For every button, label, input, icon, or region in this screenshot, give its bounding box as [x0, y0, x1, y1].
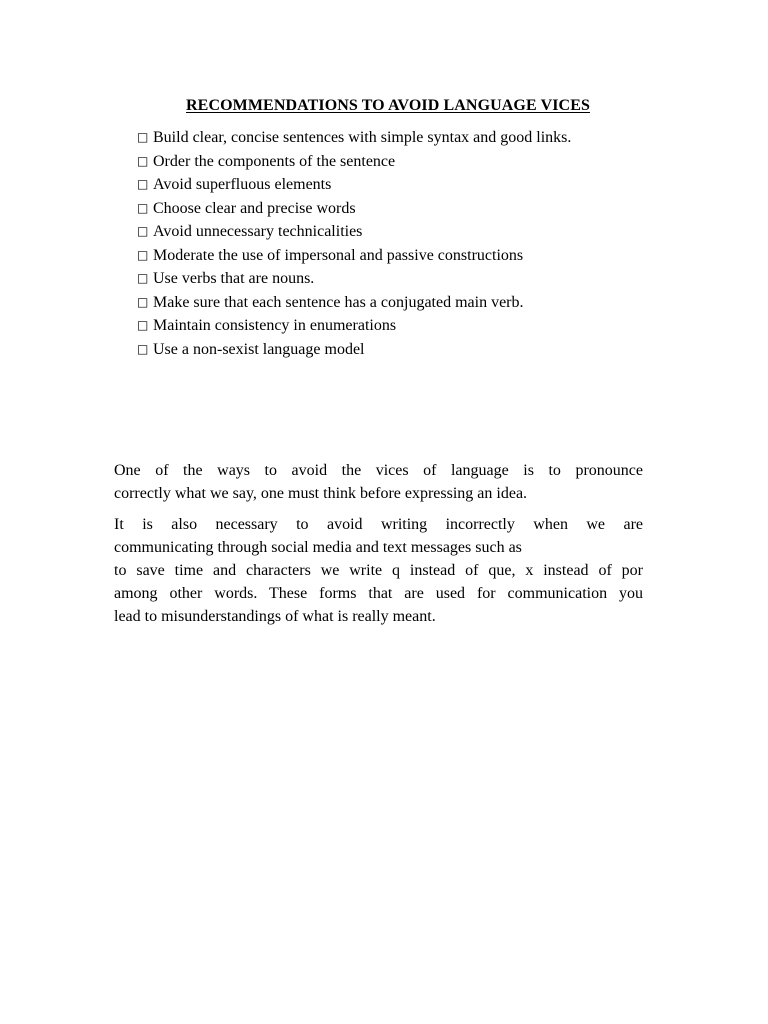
list-item-text: Order the components of the sentence	[153, 152, 396, 170]
list-item-text: Use verbs that are nouns.	[153, 270, 315, 287]
list-item	[137, 314, 571, 338]
list-item	[137, 291, 571, 315]
checkbox-bullet-icon: □	[137, 153, 149, 168]
list-item	[137, 173, 571, 197]
list-item-text: Maintain consistency in enumerations	[153, 317, 397, 334]
checkbox-bullet-icon: □	[137, 318, 149, 332]
list-item-text: Avoid superfluous elements	[153, 176, 332, 193]
list-item-text: Use a non-sexist language model	[153, 340, 365, 358]
list-item	[137, 267, 571, 291]
list-item	[137, 220, 571, 244]
checkbox-bullet-icon: □	[137, 177, 149, 191]
list-item	[137, 338, 571, 362]
paragraph-line: lead to misunderstandings of what is really meant.	[114, 608, 436, 625]
paragraph-line: One of the ways to avoid the vices of language is to pronounce	[114, 462, 643, 479]
recommendations-list	[137, 126, 571, 361]
list-item	[137, 126, 571, 150]
list-item-text: Build clear, concise sentences with simple syntax and good links.	[153, 129, 572, 146]
paragraph-line: It is also necessary to avoid writing incorrectly when we are	[114, 516, 643, 533]
checkbox-bullet-icon: □	[137, 341, 149, 356]
list-item	[137, 244, 571, 268]
list-item-text: Moderate the use of impersonal and passive constructions	[153, 246, 524, 264]
paragraph-writing	[114, 513, 643, 628]
list-item-text: Avoid unnecessary technicalities	[153, 223, 363, 240]
list-item	[137, 150, 571, 174]
checkbox-bullet-icon: □	[137, 271, 149, 285]
checkbox-bullet-icon: □	[137, 200, 149, 215]
document-title: RECOMMENDATIONS TO AVOID LANGUAGE VICES	[186, 97, 590, 114]
list-item-text: Make sure that each sentence has a conjugated main verb.	[153, 293, 524, 311]
paragraph-line: among other words. These forms that are used for communication you	[114, 585, 643, 602]
paragraph-line: to save time and characters we write q instead of que, x instead of por	[114, 562, 643, 579]
list-item	[137, 197, 571, 221]
list-item-text: Choose clear and precise words	[153, 199, 356, 217]
paragraph-line: correctly what we say, one must think before expressing an idea.	[114, 485, 528, 502]
checkbox-bullet-icon: □	[137, 130, 149, 144]
paragraph-line: communicating through social media and text messages such as	[114, 539, 522, 556]
checkbox-bullet-icon: □	[137, 294, 149, 309]
paragraph-pronunciation	[114, 459, 643, 505]
checkbox-bullet-icon: □	[137, 224, 149, 238]
checkbox-bullet-icon: □	[137, 247, 149, 262]
